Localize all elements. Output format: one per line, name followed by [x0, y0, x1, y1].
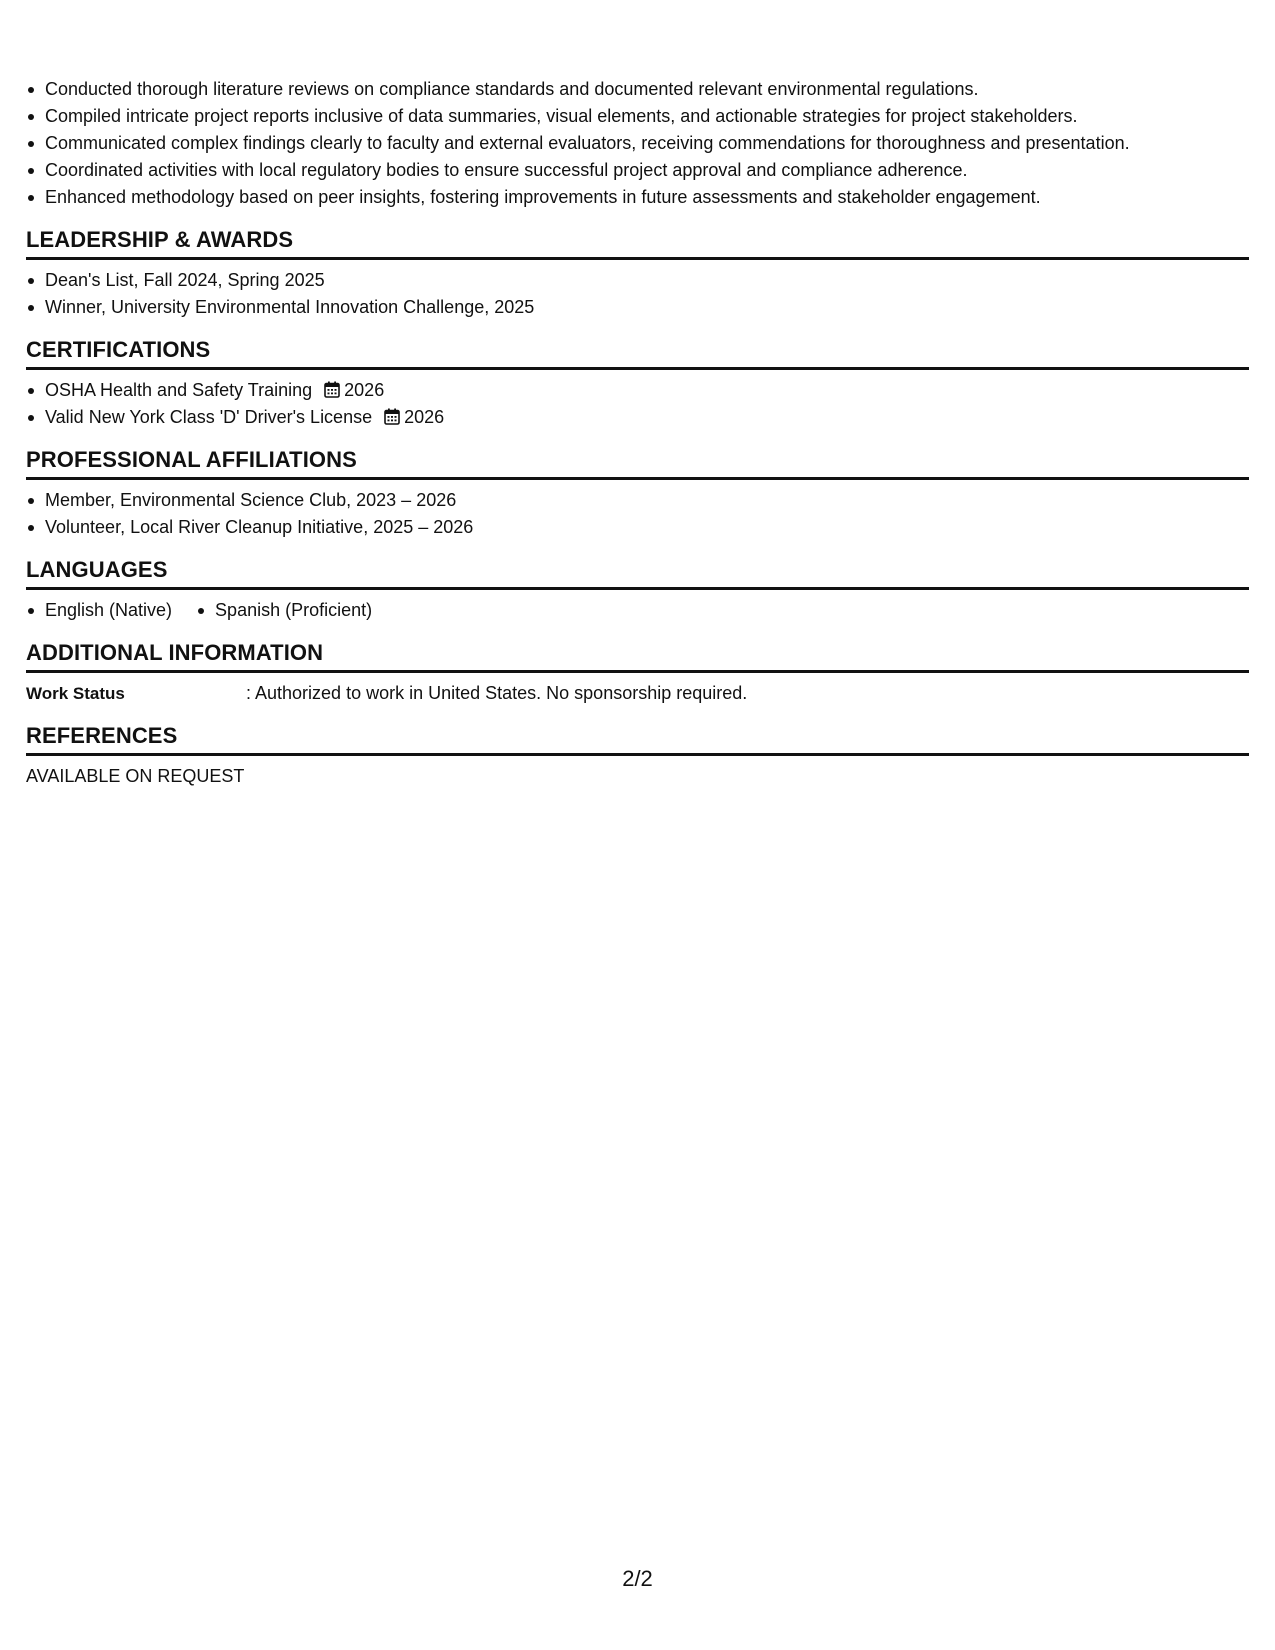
list-item: Dean's List, Fall 2024, Spring 2025	[26, 267, 1249, 294]
languages-list	[26, 597, 1249, 624]
list-item: Member, Environmental Science Club, 2023 – 2026	[26, 487, 1249, 514]
resume-page	[26, 76, 1249, 790]
list-item: Enhanced methodology based on peer insights, fostering improvements in future assessments and stakeholder engagement.	[26, 184, 1249, 211]
references-section	[26, 721, 1249, 790]
list-item: Volunteer, Local River Cleanup Initiative, 2025 – 2026	[26, 514, 1249, 541]
work-status-value: : Authorized to work in United States. No sponsorship required.	[246, 683, 748, 703]
languages-section	[26, 555, 1249, 624]
certifications-section	[26, 335, 1249, 431]
certifications-list	[26, 377, 1249, 431]
certification-year: 2026	[404, 407, 445, 427]
work-status-row	[26, 680, 1249, 707]
work-status-label: Work Status	[26, 684, 125, 703]
certification-name: Valid New York Class 'D' Driver's License	[45, 407, 373, 427]
list-item	[26, 377, 1249, 404]
certification-name: OSHA Health and Safety Training	[45, 380, 313, 400]
calendar-icon	[324, 381, 340, 398]
leadership-list	[26, 267, 1249, 321]
certification-year: 2026	[344, 380, 385, 400]
list-item: Winner, University Environmental Innovation Challenge, 2025	[26, 294, 1249, 321]
references-text: AVAILABLE ON REQUEST	[26, 766, 245, 786]
section-title: LEADERSHIP & AWARDS	[26, 225, 1249, 260]
section-title: LANGUAGES	[26, 555, 1249, 590]
experience-bullet-list	[26, 76, 1249, 211]
section-title: CERTIFICATIONS	[26, 335, 1249, 370]
calendar-icon	[384, 408, 400, 425]
list-item: Coordinated activities with local regulatory bodies to ensure successful project approval and compliance adherence.	[26, 157, 1249, 184]
affiliations-section	[26, 445, 1249, 541]
section-title: ADDITIONAL INFORMATION	[26, 638, 1249, 673]
list-item: Compiled intricate project reports inclusive of data summaries, visual elements, and actionable strategies for project stakeholders.	[26, 103, 1249, 130]
page-number: 2/2	[622, 1566, 653, 1591]
list-item	[26, 404, 1249, 431]
section-title: REFERENCES	[26, 721, 1249, 756]
section-title: PROFESSIONAL AFFILIATIONS	[26, 445, 1249, 480]
list-item: English (Native)	[26, 597, 172, 624]
leadership-section	[26, 225, 1249, 321]
list-item: Spanish (Proficient)	[196, 597, 372, 624]
affiliations-list	[26, 487, 1249, 541]
list-item: Communicated complex findings clearly to faculty and external evaluators, receiving commendations for thoroughness and presentation.	[26, 130, 1249, 157]
additional-info-section	[26, 638, 1249, 707]
list-item: Conducted thorough literature reviews on compliance standards and documented relevant environmental regulations.	[26, 76, 1249, 103]
